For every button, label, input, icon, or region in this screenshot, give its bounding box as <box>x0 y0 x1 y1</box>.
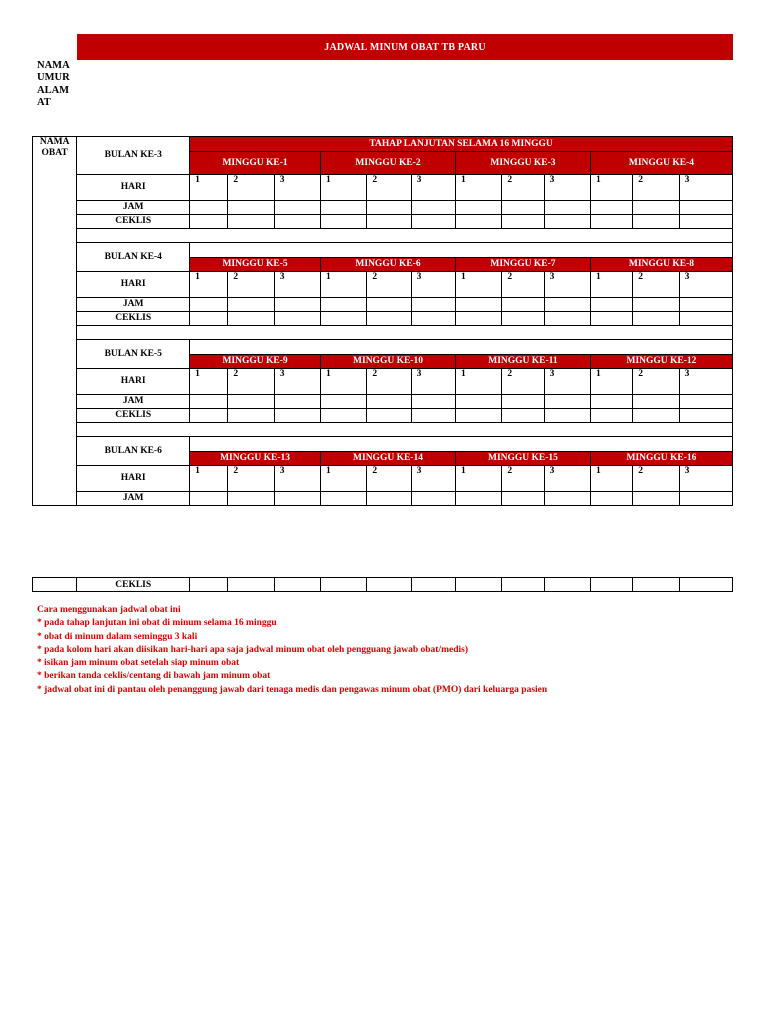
ceklis-cell[interactable] <box>502 312 544 326</box>
day-number-cell[interactable]: 1 <box>590 175 632 201</box>
day-number-cell[interactable]: 1 <box>190 369 228 395</box>
day-number-cell[interactable]: 3 <box>679 466 732 492</box>
tahap-label: TAHAP LANJUTAN SELAMA 16 MINGGU <box>190 137 733 152</box>
jam-label: JAM <box>77 298 190 312</box>
ceklis-cell[interactable] <box>274 312 320 326</box>
ceklis-cell[interactable] <box>411 215 455 229</box>
ceklis-cell[interactable] <box>590 578 632 592</box>
day-number-cell[interactable]: 2 <box>367 369 411 395</box>
ceklis-cell[interactable] <box>544 312 590 326</box>
day-number-cell[interactable]: 2 <box>228 466 274 492</box>
page-title: JADWAL MINUM OBAT TB PARU <box>77 34 733 60</box>
jam-cell[interactable] <box>367 298 411 312</box>
jam-cell[interactable] <box>228 201 274 215</box>
jam-cell[interactable] <box>321 395 367 409</box>
table-row <box>33 409 733 423</box>
label-umur: UMUR <box>37 72 70 84</box>
ceklis-cell[interactable] <box>502 578 544 592</box>
day-number-cell[interactable]: 3 <box>411 369 455 395</box>
day-number-cell[interactable]: 2 <box>633 369 679 395</box>
jam-cell[interactable] <box>411 492 455 506</box>
jam-cell[interactable] <box>633 201 679 215</box>
day-number-cell[interactable]: 1 <box>190 175 228 201</box>
week-header: MINGGU KE-1 <box>190 152 321 175</box>
ceklis-label: CEKLIS <box>77 215 190 229</box>
spacer-cell <box>190 437 733 452</box>
jam-cell[interactable] <box>274 298 320 312</box>
ceklis-cell[interactable] <box>590 409 632 423</box>
table-row <box>33 229 733 243</box>
ceklis-cell[interactable] <box>502 215 544 229</box>
ceklis-cell[interactable] <box>190 215 228 229</box>
ceklis-cell[interactable] <box>544 215 590 229</box>
day-number-cell[interactable]: 2 <box>367 175 411 201</box>
jam-cell[interactable] <box>590 492 632 506</box>
day-number-cell[interactable]: 1 <box>190 466 228 492</box>
jam-cell[interactable] <box>455 492 501 506</box>
spacer-cell <box>190 340 733 355</box>
day-number-cell[interactable]: 3 <box>411 466 455 492</box>
week-header: MINGGU KE-7 <box>455 258 590 272</box>
ceklis-cell[interactable] <box>274 409 320 423</box>
week-header: MINGGU KE-11 <box>455 355 590 369</box>
jam-cell[interactable] <box>590 298 632 312</box>
table-row <box>33 243 733 258</box>
day-number-cell[interactable]: 2 <box>228 175 274 201</box>
patient-info <box>37 60 71 109</box>
jam-cell[interactable] <box>367 201 411 215</box>
ceklis-cell[interactable] <box>455 578 501 592</box>
table-row <box>33 298 733 312</box>
day-number-cell[interactable]: 1 <box>321 175 367 201</box>
day-number-cell[interactable]: 2 <box>502 466 544 492</box>
day-number-cell[interactable]: 1 <box>590 272 632 298</box>
ceklis-cell[interactable] <box>544 409 590 423</box>
label-nama: NAMA <box>37 60 70 71</box>
note-item: * jadwal obat ini di pantau oleh penanggung jawab dari tenaga medis dan pengawas minum obat (PMO) dari keluarga pasien <box>37 684 548 695</box>
week-header: MINGGU KE-14 <box>321 452 456 466</box>
jam-cell[interactable] <box>274 395 320 409</box>
day-number-cell[interactable]: 2 <box>367 272 411 298</box>
blank-row <box>77 229 733 243</box>
table-row <box>33 272 733 298</box>
ceklis-cell[interactable] <box>633 215 679 229</box>
jam-cell[interactable] <box>633 298 679 312</box>
ceklis-cell[interactable] <box>274 215 320 229</box>
jam-cell[interactable] <box>544 395 590 409</box>
ceklis-cell[interactable] <box>228 409 274 423</box>
jam-cell[interactable] <box>228 492 274 506</box>
day-number-cell[interactable]: 3 <box>274 369 320 395</box>
jam-cell[interactable] <box>590 395 632 409</box>
jam-cell[interactable] <box>633 492 679 506</box>
ceklis-cell[interactable] <box>590 312 632 326</box>
ceklis-cell[interactable] <box>321 312 367 326</box>
table-row <box>33 492 733 506</box>
ceklis-cell[interactable] <box>411 578 455 592</box>
ceklis-cell[interactable] <box>274 578 320 592</box>
jam-cell[interactable] <box>411 298 455 312</box>
table-row <box>33 437 733 452</box>
note-item: * pada kolom hari akan diisikan hari-hari apa saja jadwal minum obat oleh pengguang jawab obat/medis) <box>37 644 469 655</box>
table-row <box>33 201 733 215</box>
day-number-cell[interactable]: 2 <box>633 466 679 492</box>
table-row <box>33 423 733 437</box>
jam-cell[interactable] <box>679 395 732 409</box>
jam-cell[interactable] <box>590 201 632 215</box>
jam-cell[interactable] <box>544 201 590 215</box>
day-number-cell[interactable]: 1 <box>321 272 367 298</box>
jam-cell[interactable] <box>502 201 544 215</box>
ceklis-cell[interactable] <box>321 409 367 423</box>
jam-cell[interactable] <box>544 298 590 312</box>
ceklis-table <box>32 577 733 592</box>
hari-label: HARI <box>77 466 190 492</box>
note-item: * pada tahap lanjutan ini obat di minum selama 16 minggu <box>37 618 277 629</box>
week-header: MINGGU KE-5 <box>190 258 321 272</box>
ceklis-cell[interactable] <box>544 578 590 592</box>
week-header: MINGGU KE-13 <box>190 452 321 466</box>
jam-cell[interactable] <box>455 201 501 215</box>
week-header: MINGGU KE-4 <box>590 152 732 175</box>
ceklis-cell[interactable] <box>502 409 544 423</box>
nama-obat-label: NAMA OBAT <box>33 137 77 506</box>
jam-cell[interactable] <box>502 395 544 409</box>
day-number-cell[interactable]: 2 <box>502 175 544 201</box>
jam-cell[interactable] <box>679 298 732 312</box>
day-number-cell[interactable]: 3 <box>411 175 455 201</box>
jam-cell[interactable] <box>321 492 367 506</box>
day-number-cell[interactable]: 1 <box>590 369 632 395</box>
week-header: MINGGU KE-15 <box>455 452 590 466</box>
ceklis-cell[interactable] <box>190 578 228 592</box>
jam-cell[interactable] <box>679 492 732 506</box>
day-number-cell[interactable]: 3 <box>679 369 732 395</box>
ceklis-cell[interactable] <box>633 312 679 326</box>
day-number-cell[interactable]: 1 <box>455 466 501 492</box>
table-row <box>33 578 733 592</box>
jam-cell[interactable] <box>190 201 228 215</box>
day-number-cell[interactable]: 2 <box>228 369 274 395</box>
day-number-cell[interactable]: 1 <box>321 466 367 492</box>
day-number-cell[interactable]: 2 <box>633 272 679 298</box>
jam-cell[interactable] <box>274 492 320 506</box>
note-item: * berikan tanda ceklis/centang di bawah jam minum obat <box>37 671 271 682</box>
day-number-cell[interactable]: 3 <box>274 466 320 492</box>
table-row <box>33 369 733 395</box>
notes-heading: Cara menggunakan jadwal obat ini <box>37 605 181 615</box>
week-header: MINGGU KE-16 <box>590 452 732 466</box>
week-header: MINGGU KE-10 <box>321 355 456 369</box>
day-number-cell[interactable]: 3 <box>274 175 320 201</box>
week-header: MINGGU KE-12 <box>590 355 732 369</box>
day-number-cell[interactable]: 3 <box>679 272 732 298</box>
jam-cell[interactable] <box>228 298 274 312</box>
ceklis-cell[interactable] <box>228 578 274 592</box>
day-number-cell[interactable]: 3 <box>679 175 732 201</box>
ceklis-cell[interactable] <box>367 312 411 326</box>
jam-cell[interactable] <box>367 492 411 506</box>
day-number-cell[interactable]: 2 <box>502 272 544 298</box>
table-row <box>33 215 733 229</box>
hari-label: HARI <box>77 369 190 395</box>
jam-cell[interactable] <box>190 492 228 506</box>
day-number-cell[interactable]: 2 <box>633 175 679 201</box>
ceklis-cell[interactable] <box>455 312 501 326</box>
ceklis-label: CEKLIS <box>77 578 190 592</box>
note-item: * obat di minum dalam seminggu 3 kali <box>37 631 198 642</box>
jam-label: JAM <box>77 492 190 506</box>
bulan-label: BULAN KE-3 <box>77 137 190 175</box>
jam-cell[interactable] <box>321 298 367 312</box>
blank-row <box>77 423 733 437</box>
jam-cell[interactable] <box>502 298 544 312</box>
day-number-cell[interactable]: 1 <box>455 175 501 201</box>
day-number-cell[interactable]: 3 <box>411 272 455 298</box>
jam-cell[interactable] <box>411 395 455 409</box>
ceklis-cell[interactable] <box>633 409 679 423</box>
jam-cell[interactable] <box>321 201 367 215</box>
jam-cell[interactable] <box>633 395 679 409</box>
day-number-cell[interactable]: 3 <box>544 466 590 492</box>
jam-cell[interactable] <box>502 492 544 506</box>
ceklis-cell[interactable] <box>633 578 679 592</box>
ceklis-cell[interactable] <box>679 409 732 423</box>
blank-row <box>77 326 733 340</box>
ceklis-label: CEKLIS <box>77 312 190 326</box>
ceklis-cell[interactable] <box>411 409 455 423</box>
day-number-cell[interactable]: 2 <box>502 369 544 395</box>
jam-cell[interactable] <box>679 201 732 215</box>
jam-cell[interactable] <box>190 395 228 409</box>
hari-label: HARI <box>77 175 190 201</box>
ceklis-cell[interactable] <box>367 409 411 423</box>
jam-cell[interactable] <box>455 298 501 312</box>
ceklis-cell[interactable] <box>367 215 411 229</box>
ceklis-cell[interactable] <box>228 312 274 326</box>
ceklis-cell[interactable] <box>321 215 367 229</box>
day-number-cell[interactable]: 2 <box>228 272 274 298</box>
ceklis-cell[interactable] <box>367 578 411 592</box>
day-number-cell[interactable]: 1 <box>455 272 501 298</box>
bulan-label: BULAN KE-4 <box>77 243 190 272</box>
ceklis-cell[interactable] <box>228 215 274 229</box>
week-header: MINGGU KE-3 <box>455 152 590 175</box>
ceklis-cell[interactable] <box>590 215 632 229</box>
jam-cell[interactable] <box>367 395 411 409</box>
bulan-label: BULAN KE-6 <box>77 437 190 466</box>
ceklis-label: CEKLIS <box>77 409 190 423</box>
day-number-cell[interactable]: 3 <box>274 272 320 298</box>
table-row <box>33 340 733 355</box>
day-number-cell[interactable]: 1 <box>590 466 632 492</box>
jam-cell[interactable] <box>190 298 228 312</box>
table-row <box>33 175 733 201</box>
table-row <box>33 312 733 326</box>
table-row <box>33 466 733 492</box>
ceklis-cell[interactable] <box>679 312 732 326</box>
jam-cell[interactable] <box>544 492 590 506</box>
spacer-cell <box>190 243 733 258</box>
ceklis-cell[interactable] <box>321 578 367 592</box>
jam-label: JAM <box>77 395 190 409</box>
table-row <box>33 326 733 340</box>
ceklis-cell[interactable] <box>190 409 228 423</box>
label-alamat: ALAMAT <box>37 84 70 108</box>
week-header: MINGGU KE-6 <box>321 258 456 272</box>
blank-cell <box>33 578 77 592</box>
bulan-label: BULAN KE-5 <box>77 340 190 369</box>
jam-label: JAM <box>77 201 190 215</box>
day-number-cell[interactable]: 3 <box>544 175 590 201</box>
jam-cell[interactable] <box>455 395 501 409</box>
schedule-table <box>32 136 733 506</box>
hari-label: HARI <box>77 272 190 298</box>
jam-cell[interactable] <box>228 395 274 409</box>
week-header: MINGGU KE-9 <box>190 355 321 369</box>
day-number-cell[interactable]: 3 <box>544 272 590 298</box>
day-number-cell[interactable]: 1 <box>190 272 228 298</box>
note-item: * isikan jam minum obat setelah siap minum obat <box>37 658 240 669</box>
ceklis-cell[interactable] <box>455 215 501 229</box>
ceklis-cell[interactable] <box>679 578 732 592</box>
ceklis-cell[interactable] <box>679 215 732 229</box>
ceklis-cell[interactable] <box>190 312 228 326</box>
usage-notes <box>37 604 547 697</box>
table-row <box>33 137 733 152</box>
day-number-cell[interactable]: 3 <box>544 369 590 395</box>
ceklis-cell[interactable] <box>411 312 455 326</box>
week-header: MINGGU KE-2 <box>321 152 456 175</box>
week-header: MINGGU KE-8 <box>590 258 732 272</box>
day-number-cell[interactable]: 2 <box>367 466 411 492</box>
ceklis-cell[interactable] <box>455 409 501 423</box>
jam-cell[interactable] <box>411 201 455 215</box>
day-number-cell[interactable]: 1 <box>321 369 367 395</box>
day-number-cell[interactable]: 1 <box>455 369 501 395</box>
table-row <box>33 395 733 409</box>
jam-cell[interactable] <box>274 201 320 215</box>
